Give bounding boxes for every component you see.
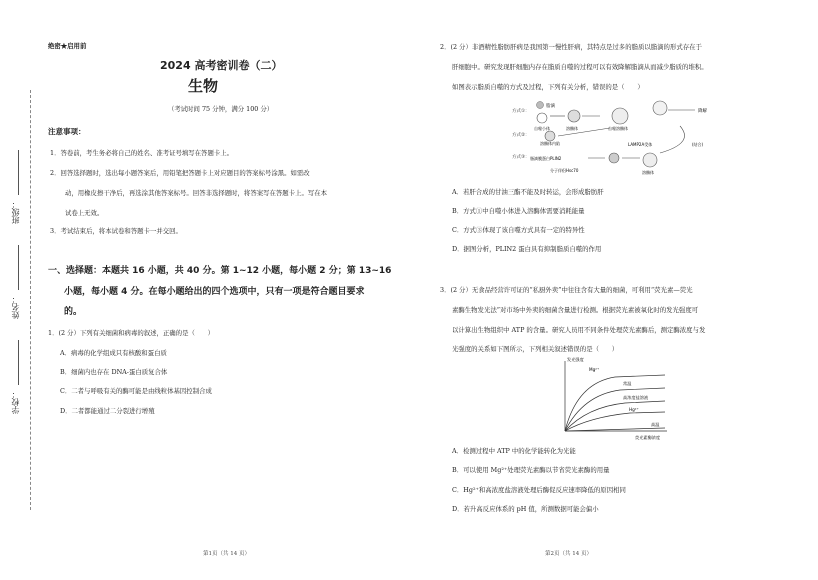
name-label: 姓名： xyxy=(11,295,20,319)
section-title-2: 小题，每小题 4 分。在每小题给出的四个选项中，只有一项是符合题目要求 xyxy=(64,287,365,297)
high-temp-curve xyxy=(565,428,665,431)
mg-curve xyxy=(565,375,665,431)
secret-label: 绝密★启用前 xyxy=(48,42,87,50)
plin2-label: 脂滴膜蛋白PLIN2 xyxy=(530,156,562,161)
degrade-label: 降解 xyxy=(698,109,707,114)
notice-2c: 试卷上无效。 xyxy=(65,209,104,217)
normal-label: 常温 xyxy=(623,381,632,386)
binding-dashed-line xyxy=(30,90,31,510)
notice-1: 1．答卷前，考生务必将自己的姓名、准考证号填写在答题卡上。 xyxy=(50,149,234,157)
lysosome-icon xyxy=(568,110,580,122)
q2-line-2: 肝细胞中。研究发现肝细胞内存在脂质自噬的过程可以有效降解脂滴从而减少脂质的堆积。 xyxy=(452,63,708,71)
q2-option-c: C．方式③体现了该自噬方式具有一定的特异性 xyxy=(452,226,585,234)
q1-option-b: B．细菌内也存在 DNA-蛋白质复合体 xyxy=(60,368,168,376)
q3-option-b: B．可以使用 Mg²⁺处理荧光素酶以节省荧光素酶的用量 xyxy=(452,466,610,474)
notice-3: 3．考试结束后，将本试卷和答题卡一并交回。 xyxy=(50,227,182,235)
salt-label: 高浓度盐溶液 xyxy=(623,395,649,400)
x-axis-label: 荧光素酶浓度 xyxy=(635,435,661,440)
class-label: 班级： xyxy=(11,200,20,224)
q1-stem: 1．(2 分）下列有关细菌和病毒的叙述，正确的是（ ） xyxy=(48,329,215,337)
q3-option-a: A．检测过程中 ATP 中的化学能转化为光能 xyxy=(452,447,576,455)
q2-line-3: 如图表示脂质自噬的方式及过程，下列有关分析，错误的是（ ） xyxy=(452,83,644,91)
lyso-inward-label: 溶酶体内陷 xyxy=(540,141,560,146)
q1-option-a: A．病毒的化学组成只有核酸和蛋白质 xyxy=(60,349,167,357)
plin2-drop-icon xyxy=(609,153,619,163)
q3-option-c: C．Hg²⁺和高浓度盐溶液处理后酶促反应速率降低的原因相同 xyxy=(452,486,626,494)
arrow-7 xyxy=(660,126,685,153)
lipophagy-diagram xyxy=(510,98,730,180)
section-title-3: 的。 xyxy=(64,307,83,317)
lipid-drop-large-icon xyxy=(653,101,667,115)
q3-option-d: D．若升高反应体系的 pH 值，所测数据可能会偏小 xyxy=(452,505,599,513)
q3-line-3: 以计算出生物组织中 ATP 的含量。研究人员用不同条件处理荧光素酶后，测定酶浓度与发 xyxy=(452,326,706,334)
q1-option-d: D．二者都能通过二分裂进行增殖 xyxy=(60,407,155,415)
notice-2b: 动，用橡皮擦干净后，再选涂其他答案标号。回答非选择题时，将答案写在答题卡上。写在本 xyxy=(65,189,328,197)
high-temp-label: 高温 xyxy=(651,422,660,427)
way3-label: 方式③： xyxy=(512,155,530,160)
q2-option-d: D．据图分析，PLIN2 蛋白具有抑制脂质自噬的作用 xyxy=(452,245,602,253)
lipid-drop-label: 脂滴 xyxy=(546,104,555,109)
section-title-1: 一、选择题：本题共 16 小题，共 40 分。第 1~12 小题，每小题 2 分；第 13~16 xyxy=(48,266,392,276)
q1-option-c: C．二者与呼吸有关的酶可能是由线粒体基因控制合成 xyxy=(60,387,212,395)
school-label: 学校： xyxy=(11,390,20,414)
autolysosome-label: 自噬溶酶体 xyxy=(608,126,628,131)
q3-line-1: 3．(2 分）无食品经营许可证的“私厨外卖”中往往含有大量的细菌，可利用“荧光素—荧光 xyxy=(440,286,693,294)
q2-line-1: 2．(2 分）非酒精性脂肪肝病是我国第一慢性肝病，其特点是过多的脂质以脂滴的形式存在于 xyxy=(440,43,702,51)
q3-line-2: 素酶生物发光法”对市场中外卖的细菌含量进行检测。根据荧光素被氧化时的发光强度可 xyxy=(452,306,699,314)
page-1-footer: 第1页（共 14 页） xyxy=(203,551,250,557)
lysosome-3-icon xyxy=(643,153,657,167)
normal-curve xyxy=(565,388,665,431)
lysosome-label: 溶酶体 xyxy=(566,126,578,131)
y-axis-label: 发光强度 xyxy=(567,357,584,362)
way2-label: 方式②： xyxy=(512,133,530,138)
hsc70-label: 分子伴侣Hsc70 xyxy=(550,168,579,173)
combine-label: (结合) xyxy=(692,142,704,147)
autophagosome-label: 自噬小体 xyxy=(534,126,550,131)
page-2-footer: 第2页（共 14 页） xyxy=(545,551,592,557)
subject-title: 生物 xyxy=(188,77,219,95)
salt-curve xyxy=(565,401,665,431)
autophagosome-icon xyxy=(537,113,547,123)
autolysosome-icon xyxy=(612,108,628,124)
class-blank xyxy=(18,150,19,195)
binding-sidebar xyxy=(0,0,40,580)
lamp-label: LAMP2A受体 xyxy=(628,142,653,147)
hg-label: Hg²⁺ xyxy=(629,407,639,412)
school-blank xyxy=(18,340,19,385)
luminescence-chart xyxy=(555,355,675,443)
mg-label: Mg²⁺ xyxy=(589,367,600,372)
notice-title: 注意事项： xyxy=(48,127,86,136)
name-blank xyxy=(18,245,19,290)
lysosome-inward-icon xyxy=(545,131,555,141)
notice-2a: 2．回答选择题时，选出每小题答案后，用铅笔把答题卡上对应题目的答案标号涂黑。如需改 xyxy=(50,169,310,177)
lipid-drop-icon xyxy=(537,102,544,109)
q3-line-4: 光强度的关系如下图所示，下列相关叙述错误的是（ ） xyxy=(452,345,619,353)
exam-info: （考试时间 75 分钟，满分 100 分） xyxy=(168,105,274,113)
q2-option-b: B．方式①中自噬小体进入溶酶体需要消耗能量 xyxy=(452,207,585,215)
lyso3-label: 溶酶体 xyxy=(642,170,654,175)
exam-title: 2024 高考密训卷（二） xyxy=(160,59,283,72)
q2-option-a: A．若肝合成的甘油三酯不能及时转运，会形成脂肪肝 xyxy=(452,188,604,196)
way1-label: 方式①： xyxy=(512,109,530,114)
